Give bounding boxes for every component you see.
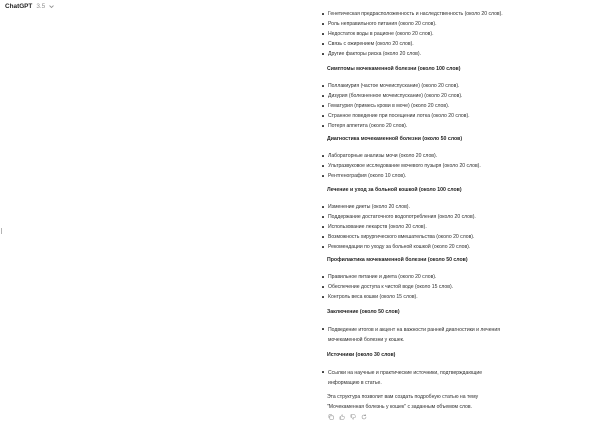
copy-button[interactable] bbox=[328, 414, 334, 420]
top-bar bbox=[0, 0, 600, 14]
bullet-dot bbox=[322, 216, 324, 218]
bullet-dot bbox=[322, 13, 324, 15]
section-heading: Диагностика мочекаменной болезни (около 50 слов) bbox=[327, 136, 463, 142]
message-actions bbox=[328, 414, 367, 420]
bullet-dot bbox=[322, 328, 324, 330]
sidebar-toggle-handle[interactable] bbox=[1, 228, 2, 234]
bullet-dot bbox=[322, 23, 324, 25]
bullet-dot bbox=[322, 53, 324, 55]
bullet-dot bbox=[322, 95, 324, 97]
bullet-dot bbox=[322, 105, 324, 107]
bullet-dot bbox=[322, 175, 324, 177]
bullet-dot bbox=[322, 155, 324, 157]
model-selector[interactable] bbox=[5, 1, 55, 12]
thumbs-up-button[interactable] bbox=[339, 414, 345, 420]
list-item: Ссылки на научные и практические источники, подтверждающие информацию в статье. bbox=[322, 369, 512, 389]
chevron-down-icon bbox=[48, 3, 55, 10]
bullet-dot bbox=[322, 33, 324, 35]
thumbs-up-icon bbox=[339, 414, 345, 420]
bullet-dot bbox=[322, 165, 324, 167]
section-heading: Заключение (около 50 слов) bbox=[327, 309, 400, 315]
copy-icon bbox=[328, 414, 334, 420]
bullet-dot bbox=[322, 371, 324, 373]
bullet-dot bbox=[322, 226, 324, 228]
thumbs-down-icon bbox=[350, 414, 356, 420]
model-name: ChatGPT bbox=[5, 3, 33, 10]
bullet-dot bbox=[322, 296, 324, 298]
bullet-dot bbox=[322, 43, 324, 45]
section-heading: Источники (около 30 слов) bbox=[327, 352, 396, 358]
regenerate-button[interactable] bbox=[361, 414, 367, 420]
model-version: 3.5 bbox=[36, 3, 46, 10]
section-heading: Профилактика мочекаменной болезни (около 50 слов) bbox=[327, 257, 468, 263]
section-heading: Симптомы мочекаменной болезни (около 100 слов) bbox=[327, 66, 461, 72]
bullet-dot bbox=[322, 206, 324, 208]
bullet-dot bbox=[322, 246, 324, 248]
section-heading: Лечение и уход за больной кошкой (около 100 слов) bbox=[327, 187, 462, 193]
bullet-dot bbox=[322, 115, 324, 117]
list-item: Подведение итогов и акцент на важности ранней диагностики и лечения мочекаменной болезни у кошек. bbox=[322, 326, 532, 346]
bullet-dot bbox=[322, 236, 324, 238]
bullet-dot bbox=[322, 85, 324, 87]
regenerate-icon bbox=[361, 414, 367, 420]
closing-paragraph: Эта структура позволит вам создать подробную статью на тему "Мочекаменная болезнь у кошек" с заданным объемом слов. bbox=[327, 394, 479, 410]
thumbs-down-button[interactable] bbox=[350, 414, 356, 420]
bullet-dot bbox=[322, 125, 324, 127]
bullet-dot bbox=[322, 286, 324, 288]
bullet-dot bbox=[322, 276, 324, 278]
